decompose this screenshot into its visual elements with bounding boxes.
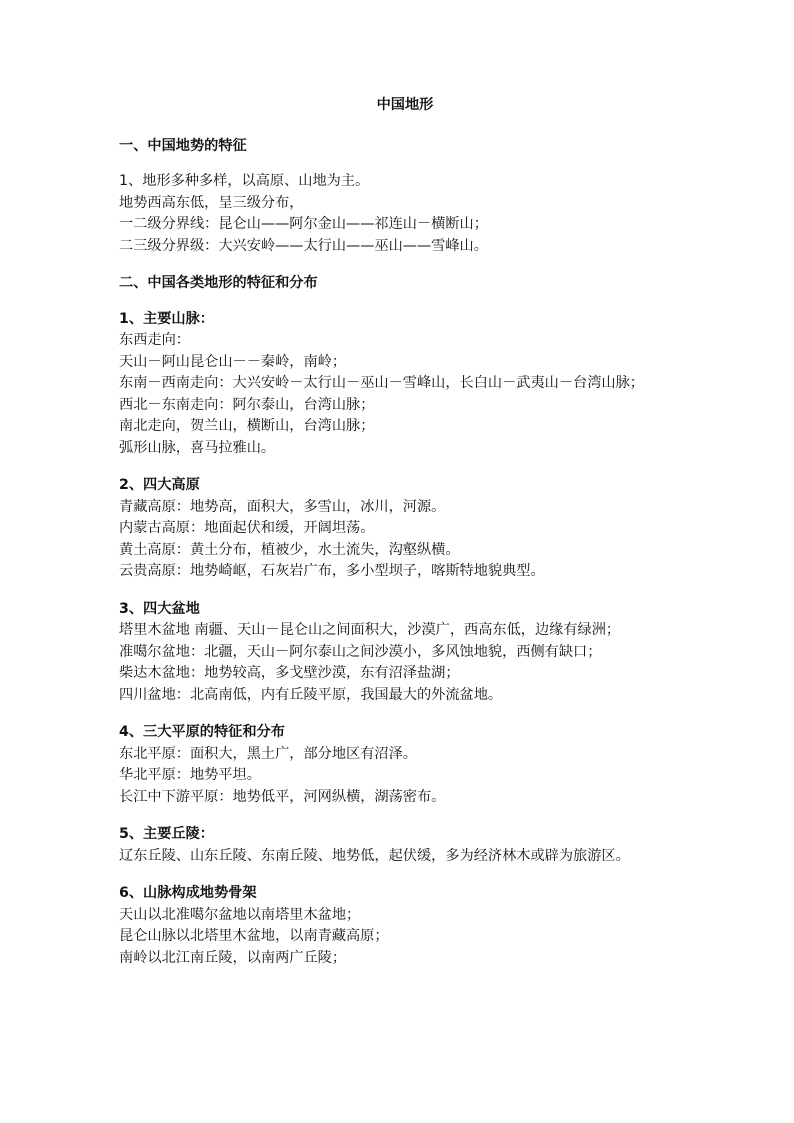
subsection-heading: 6、山脉构成地势骨架 bbox=[119, 885, 257, 901]
subsection-basins bbox=[119, 599, 679, 707]
subsection-heading: 5、主要丘陵： bbox=[119, 826, 214, 842]
subsection-mountains bbox=[119, 309, 679, 460]
text-line: 昆仑山脉以北塔里木盆地，以南青藏高原； bbox=[119, 928, 389, 944]
document-page bbox=[119, 95, 679, 985]
section-terrain-features bbox=[119, 136, 679, 258]
text-line: 天山以北准噶尔盆地以南塔里木盆地； bbox=[119, 906, 361, 923]
text-line: 黄土高原：黄土分布，植被少，水土流失，沟壑纵横。 bbox=[119, 541, 460, 558]
subsection-plateaus bbox=[119, 475, 679, 583]
text-line: 塔里木盆地 南疆、天山－昆仑山之间面积大，沙漠广，西高东低，边缘有绿洲； bbox=[119, 622, 621, 638]
text-line: 东南－西南走向：大兴安岭－太行山－巫山－雪峰山，长白山－武夷山－台湾山脉； bbox=[119, 375, 644, 391]
text-line: 南北走向，贺兰山，横断山，台湾山脉； bbox=[119, 418, 375, 434]
text-line: 青藏高原：地势高，面积大，多雪山，冰川，河源。 bbox=[119, 498, 446, 515]
text-line: 华北平原：地势平坦。 bbox=[119, 767, 261, 783]
subsection-mountain-skeleton bbox=[119, 883, 679, 969]
text-line: 二三级分界级：大兴安岭——太行山——巫山——雪峰山。 bbox=[119, 237, 488, 254]
text-line: 1、地形多种多样，以高原、山地为主。 bbox=[119, 173, 370, 189]
text-line: 东北平原：面积大，黑土广，部分地区有沼泽。 bbox=[119, 745, 417, 762]
text-line: 四川盆地：北高南低，内有丘陵平原，我国最大的外流盆地。 bbox=[119, 686, 503, 703]
subsection-heading: 3、四大盆地 bbox=[119, 600, 200, 617]
subsection-heading: 1、主要山脉： bbox=[119, 310, 214, 327]
subsection-hills bbox=[119, 824, 679, 867]
subsection-heading: 2、四大高原 bbox=[119, 477, 200, 493]
subsection-plains bbox=[119, 722, 679, 808]
text-line: 地势西高东低，呈三级分布， bbox=[119, 194, 304, 211]
section-heading: 二、中国各类地形的特征和分布 bbox=[119, 275, 318, 291]
text-line: 西北－东南走向：阿尔泰山，台湾山脉； bbox=[119, 396, 375, 413]
text-line: 一二级分界线：昆仑山——阿尔金山——祁连山－横断山； bbox=[119, 216, 488, 232]
subsection-heading: 4、三大平原的特征和分布 bbox=[119, 724, 285, 740]
text-line: 弧形山脉，喜马拉雅山。 bbox=[119, 439, 276, 456]
document-title: 中国地形 bbox=[376, 97, 434, 113]
text-line: 云贵高原：地势崎岖，石灰岩广布，多小型坝子，喀斯特地貌典型。 bbox=[119, 563, 545, 579]
text-line: 准噶尔盆地：北疆，天山－阿尔泰山之间沙漠小，多风蚀地貌，西侧有缺口； bbox=[119, 643, 602, 660]
text-line: 东西走向： bbox=[119, 332, 190, 348]
text-line: 内蒙古高原：地面起伏和缓，开阔坦荡。 bbox=[119, 520, 375, 536]
text-line: 柴达木盆地：地势较高，多戈壁沙漠，东有沼泽盐湖； bbox=[119, 665, 460, 681]
text-line: 天山－阿山昆仑山－－秦岭，南岭； bbox=[119, 353, 347, 370]
text-line: 辽东丘陵、山东丘陵、东南丘陵、地势低，起伏缓，多为经济林木或辟为旅游区。 bbox=[119, 847, 630, 864]
text-line: 南岭以北江南丘陵，以南两广丘陵； bbox=[119, 949, 347, 966]
section-heading: 一、中国地势的特征 bbox=[119, 137, 247, 154]
text-line: 长江中下游平原：地势低平，河网纵横，湖荡密布。 bbox=[119, 788, 446, 805]
